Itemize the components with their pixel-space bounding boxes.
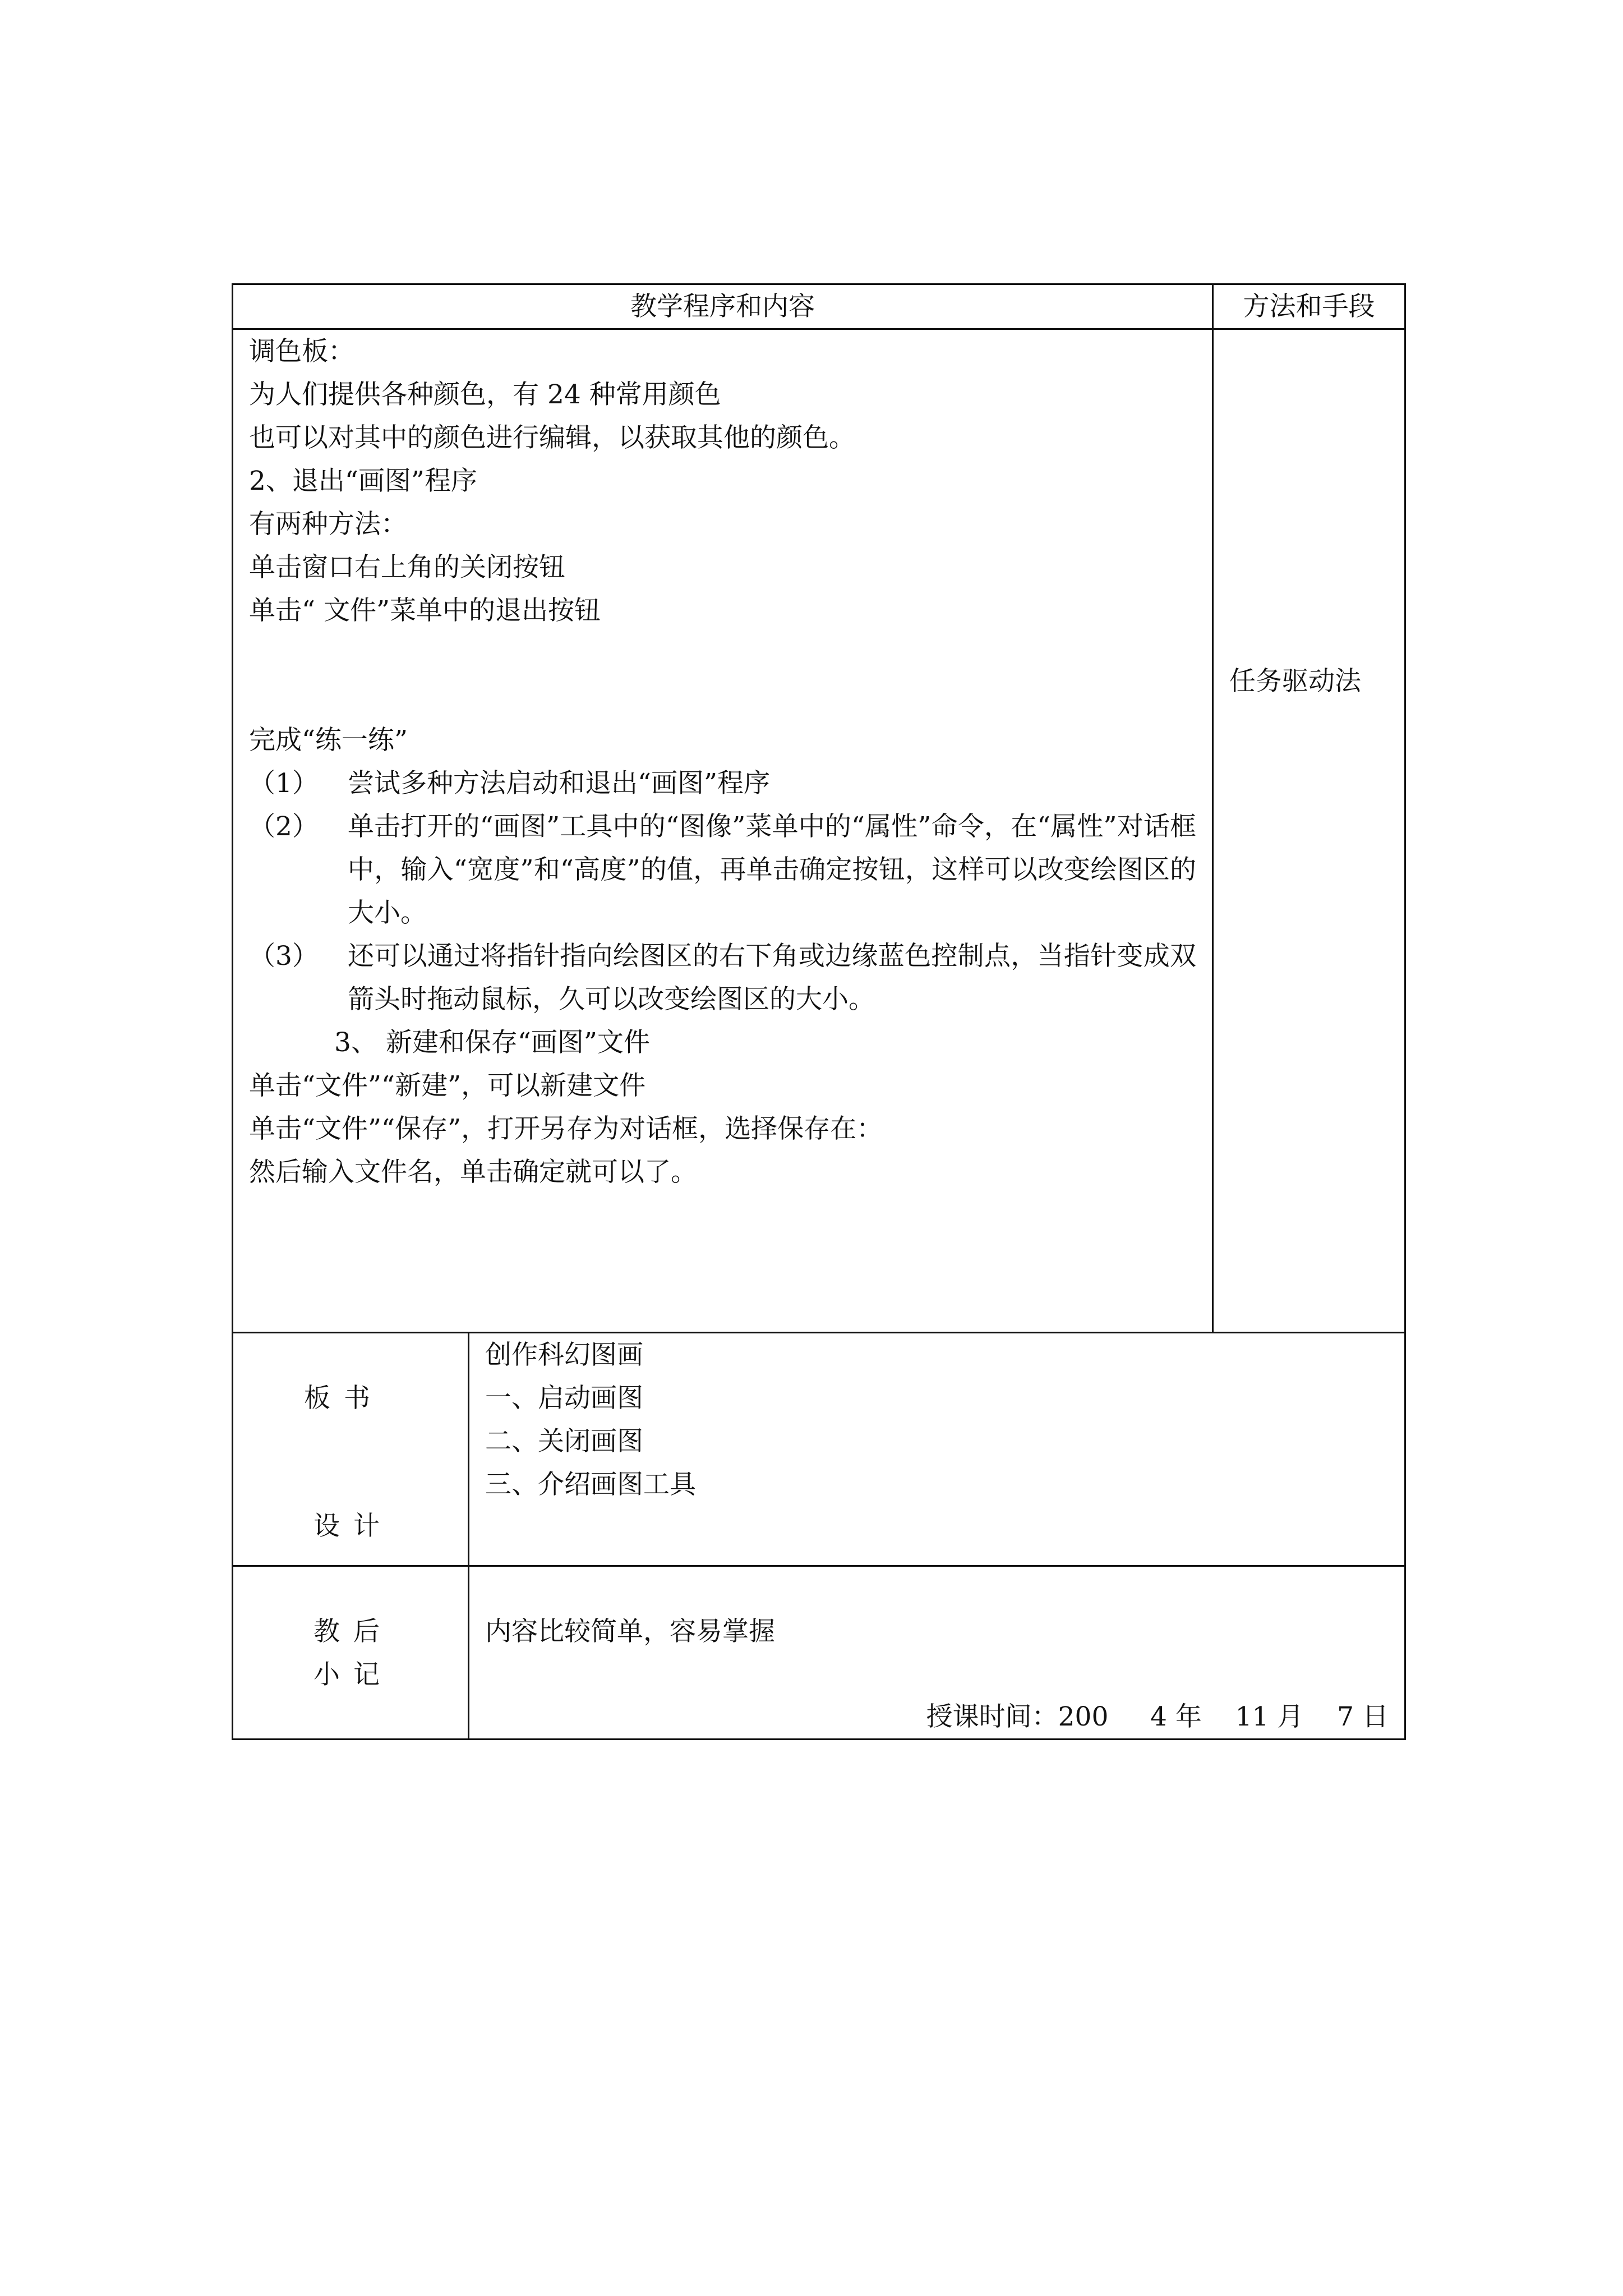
- practice-item-text: 还可以通过将指针指向绘图区的右下角或边缘蓝色控制点，当指针变成双箭头时拖动鼠标，久可以改变绘图区的大小。: [348, 941, 1196, 1015]
- blank-space: [249, 632, 1196, 719]
- board-design-content: [469, 1333, 1405, 1566]
- practice-item: [249, 762, 1196, 805]
- post-lesson-content: [469, 1566, 1405, 1740]
- practice-item-number: （3）: [249, 941, 319, 972]
- content-line: 也可以对其中的颜色进行编辑，以获取其他的颜色。: [249, 422, 855, 453]
- content-line: 单击“ 文件”菜单中的退出按钮: [249, 595, 601, 626]
- board-label-top: 板书: [304, 1383, 384, 1414]
- lesson-plan-table: [232, 283, 1406, 1740]
- board-label-bottom: 设计: [313, 1511, 393, 1542]
- board-line: 二、关闭画图: [485, 1426, 643, 1457]
- practice-title: 完成“练一练”: [249, 725, 408, 756]
- notes-label-bottom: 小记: [313, 1659, 393, 1690]
- notes-text: 内容比较简单，容易掌握: [485, 1616, 775, 1647]
- board-line: 创作科幻图画: [485, 1340, 643, 1370]
- board-design-label-cell: [233, 1333, 469, 1566]
- content-line: 2、退出“画图”程序: [249, 466, 477, 496]
- post-lesson-label-cell: [233, 1566, 469, 1740]
- practice-item: [249, 935, 1196, 1021]
- section-heading: 3、 新建和保存“画图”文件: [334, 1027, 650, 1058]
- board-design-row: [233, 1333, 1405, 1566]
- practice-item-text: 尝试多种方法启动和退出“画图”程序: [348, 768, 771, 799]
- notes-label-top: 教后: [313, 1616, 393, 1647]
- content-row: [233, 329, 1405, 1333]
- board-line: 一、启动画图: [485, 1383, 643, 1414]
- header-teaching-content: 教学程序和内容: [233, 284, 1213, 329]
- lesson-date: 授课时间：200 4 年 11 月 7 日: [926, 1701, 1389, 1732]
- practice-item-number: （2）: [249, 811, 319, 842]
- practice-item-number: （1）: [249, 768, 319, 799]
- teaching-content-cell: [233, 329, 1213, 1333]
- content-line: 单击“文件”“保存”，打开另存为对话框，选择保存在：: [249, 1114, 883, 1144]
- practice-item-text: 单击打开的“画图”工具中的“图像”菜单中的“属性”命令，在“属性”对话框中，输入“宽度”和“高度”的值，再单击确定按钮，这样可以改变绘图区的大小。: [348, 811, 1196, 928]
- methods-cell: [1213, 329, 1405, 1333]
- content-line: 调色板：: [249, 336, 354, 367]
- content-line: 有两种方法：: [249, 509, 407, 540]
- board-line: 三、介绍画图工具: [485, 1469, 696, 1500]
- method-text: 任务驱动法: [1229, 666, 1361, 697]
- content-line: 为人们提供各种颜色，有 24 种常用颜色: [249, 379, 721, 410]
- header-methods: 方法和手段: [1213, 284, 1405, 329]
- header-row: [233, 284, 1405, 329]
- content-line: 单击窗口右上角的关闭按钮: [249, 552, 565, 583]
- post-lesson-notes-row: [233, 1566, 1405, 1740]
- practice-item: [249, 805, 1196, 935]
- content-line: 然后输入文件名，单击确定就可以了。: [249, 1157, 697, 1188]
- content-line: 单击“文件”“新建”，可以新建文件: [249, 1070, 646, 1101]
